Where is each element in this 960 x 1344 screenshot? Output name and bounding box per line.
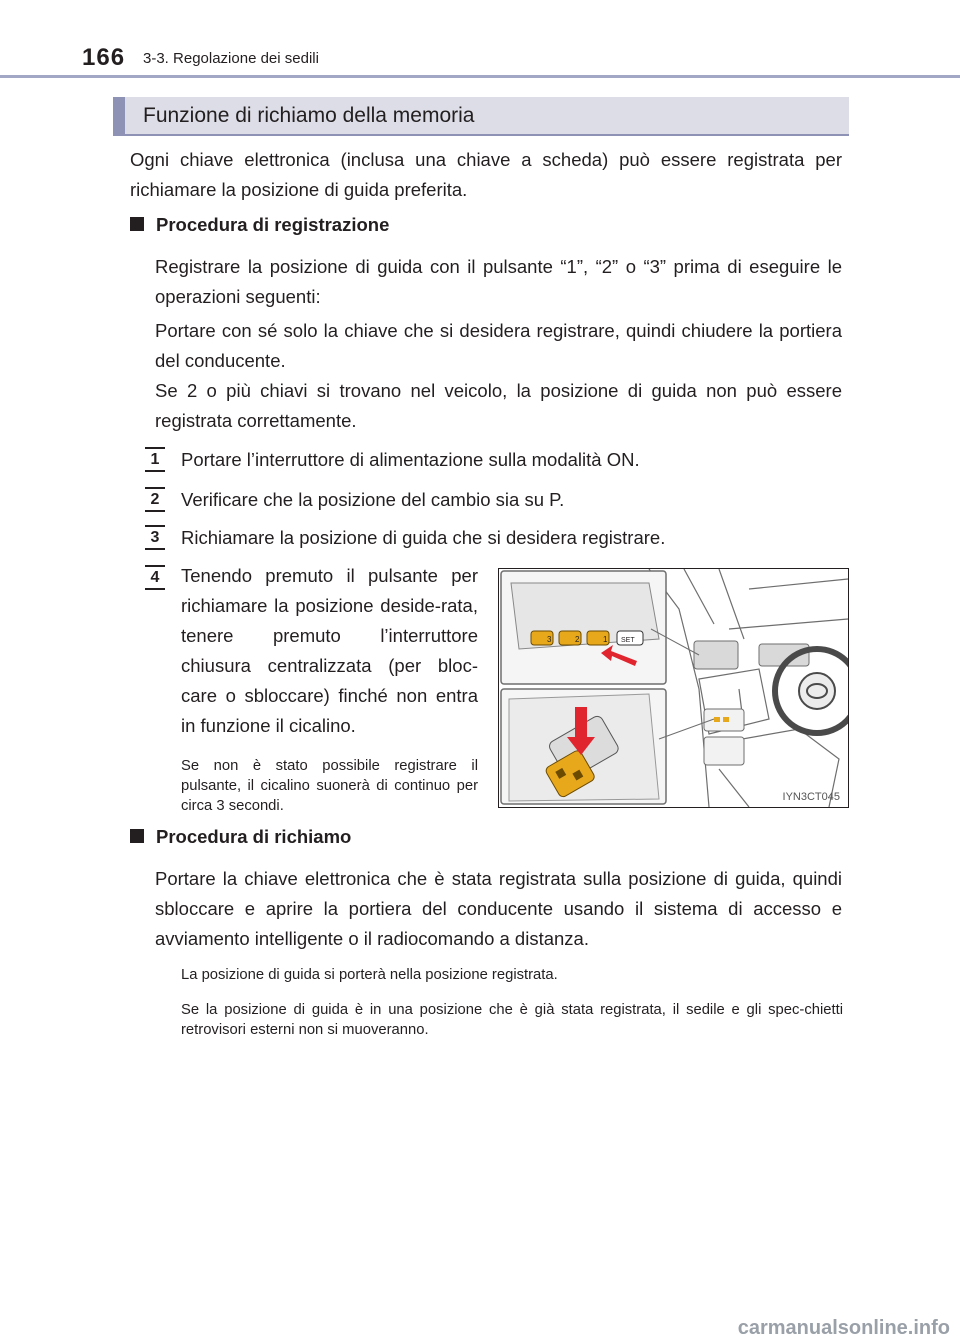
registration-paragraph-2b: Se 2 o più chiavi si trovano nel veicolo, la posizione di guida non può essere registrata correttamente. <box>155 380 842 431</box>
chapter-title: 3-3. Regolazione dei sedili <box>143 50 319 67</box>
section-accent <box>113 97 125 134</box>
intro-paragraph: Ogni chiave elettronica (inclusa una chiave a scheda) può essere registrata per richiamare la posizione di guida preferita. <box>130 149 842 200</box>
memory-button-2-label: 2 <box>575 635 580 644</box>
recall-paragraph: Portare la chiave elettronica che è stata registrata sulla posizione di guida, quindi sbloccare e aprire la portiera del conducente usando il sistema di accesso e avviamento intelligente o il radiocomando a distanza. <box>155 868 842 949</box>
bullet-square-icon <box>130 829 144 843</box>
illustration-memory-buttons <box>498 568 849 808</box>
page-number: 166 <box>82 44 126 71</box>
step-text-2: Verificare che la posizione del cambio sia su P. <box>181 489 565 510</box>
memory-button-1-label: 1 <box>603 635 608 644</box>
step-number-3: 3 <box>145 525 165 550</box>
bullet-square-icon <box>130 217 144 231</box>
recall-note-1: La posizione di guida si porterà nella posizione registrata. <box>181 967 558 983</box>
step-number-2: 2 <box>145 487 165 512</box>
set-button-label: SET <box>621 637 635 644</box>
registration-heading: Procedura di registrazione <box>130 214 389 236</box>
figure-code: IYN3CT045 <box>782 791 840 803</box>
step-number-1: 1 <box>145 447 165 472</box>
registration-paragraph-2a: Portare con sé solo la chiave che si desidera registrare, quindi chiudere la portiera del conducente. <box>155 320 842 371</box>
step-4-note: Se non è stato possibile registrare il pulsante, il cicalino suonerà di continuo per circa 3 secondi. <box>181 758 478 814</box>
step-text-1: Portare l’interruttore di alimentazione sulla modalità ON. <box>181 449 640 470</box>
memory-buttons <box>531 631 643 645</box>
step-text-4: Tenendo premuto il pulsante per richiamare la posizione deside-rata, tenere premuto l’interruttore chiusura centralizzata (per bloc-care o sbloccare) finché non entra in funzione il cicalino. <box>181 565 478 736</box>
section-title: Funzione di richiamo della memoria <box>143 104 475 127</box>
section-title-bar <box>113 97 849 134</box>
header-rule <box>0 75 960 78</box>
step-text-3: Richiamare la posizione di guida che si desidera registrare. <box>181 527 666 548</box>
recall-heading: Procedura di richiamo <box>130 826 351 848</box>
memory-button-3-label: 3 <box>547 635 552 644</box>
watermark: carmanualsonline.info <box>737 1317 950 1339</box>
step-number-4: 4 <box>145 565 165 590</box>
page-header <box>0 0 960 80</box>
illustration-svg <box>499 569 848 807</box>
section-rule <box>113 134 849 136</box>
registration-paragraph-1: Registrare la posizione di guida con il pulsante “1”, “2” o “3” prima di eseguire le operazioni seguenti: <box>155 256 842 307</box>
recall-note-2: Se la posizione di guida è in una posizione che è già stata registrata, il sedile e gli spec-chietti retrovisori esterni non si muoveranno. <box>181 1002 843 1038</box>
